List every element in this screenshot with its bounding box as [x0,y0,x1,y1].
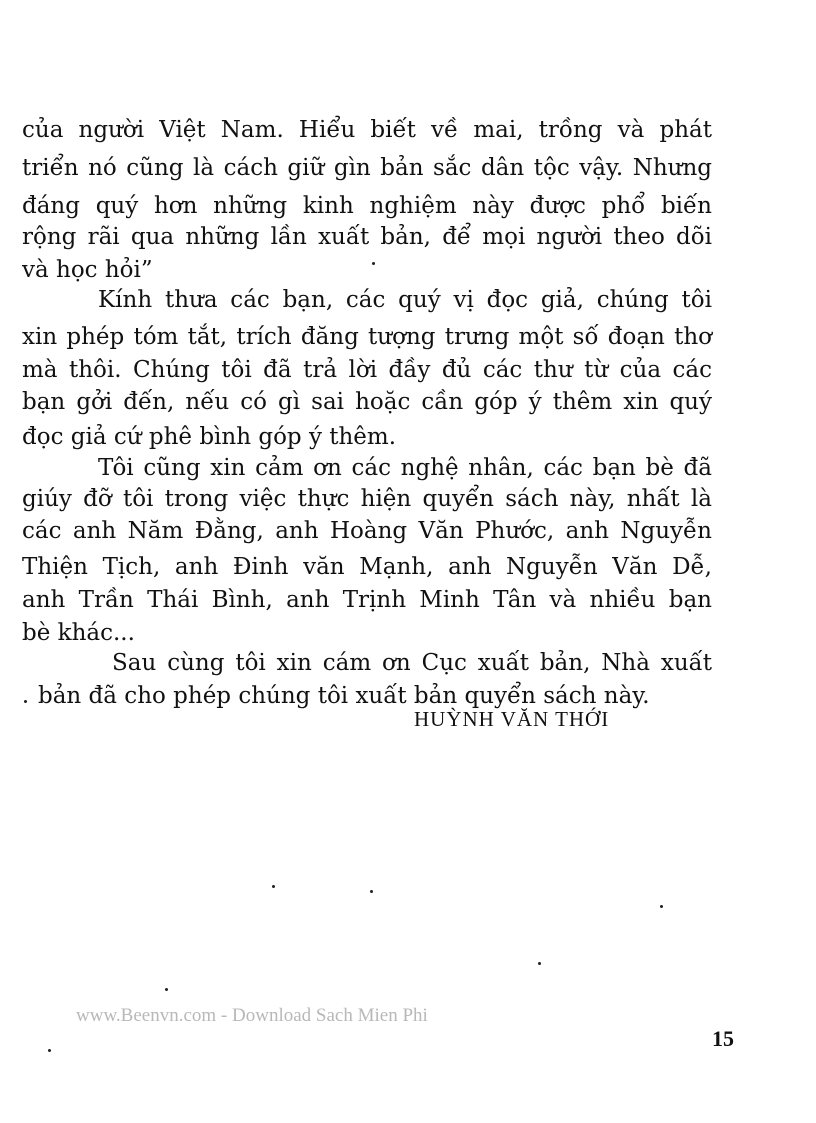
text-line: bè khác... [22,620,135,646]
scan-speck [165,988,168,991]
text-line: và học hỏi” [22,257,153,283]
text-line: bạn gởi đến, nếu có gì sai hoặc cần góp ý thêm xin quý [22,389,712,415]
scan-speck [372,262,375,265]
author-signature: HUỲNH VĂN THỚI [414,707,610,731]
text-line: các anh Năm Đằng, anh Hoàng Văn Phước, anh Nguyễn [22,518,712,544]
text-line: đáng quý hơn những kinh nghiệm này được phổ biến [22,193,712,219]
page-number: 15 [712,1026,734,1051]
scan-speck [24,700,27,703]
text-line: triển nó cũng là cách giữ gìn bản sắc dân tộc vậy. Nhưng [22,155,712,181]
scan-speck [48,1049,51,1052]
scan-speck [370,890,373,893]
text-line: giúy đỡ tôi trong việc thực hiện quyển sách này, nhất là [22,486,712,512]
text-line: bản đã cho phép chúng tôi xuất bản quyển sách này. [38,683,650,709]
scan-speck [660,905,663,908]
text-line: Tôi cũng xin cảm ơn các nghệ nhân, các bạn bè đã [98,455,712,481]
text-line: anh Trần Thái Bình, anh Trịnh Minh Tân và nhiều bạn [22,587,712,613]
scan-speck [538,962,541,965]
text-line: đọc giả cứ phê bình góp ý thêm. [22,424,397,450]
text-line: mà thôi. Chúng tôi đã trả lời đầy đủ các thư từ của các [22,357,712,383]
text-line: Thiện Tịch, anh Đinh văn Mạnh, anh Nguyễn Văn Dễ, [22,554,712,580]
text-line: Kính thưa các bạn, các quý vị đọc giả, chúng tôi [98,287,712,313]
website-watermark: www.Beenvn.com - Download Sach Mien Phi [76,1005,428,1026]
scan-speck [272,885,275,888]
text-line: của người Việt Nam. Hiểu biết về mai, trồng và phát [22,117,712,143]
text-line: Sau cùng tôi xin cám ơn Cục xuất bản, Nhà xuất [112,650,712,676]
text-line: xin phép tóm tắt, trích đăng tượng trưng một số đoạn thơ [22,324,712,350]
text-line: rộng rãi qua những lần xuất bản, để mọi người theo dõi [22,224,712,250]
